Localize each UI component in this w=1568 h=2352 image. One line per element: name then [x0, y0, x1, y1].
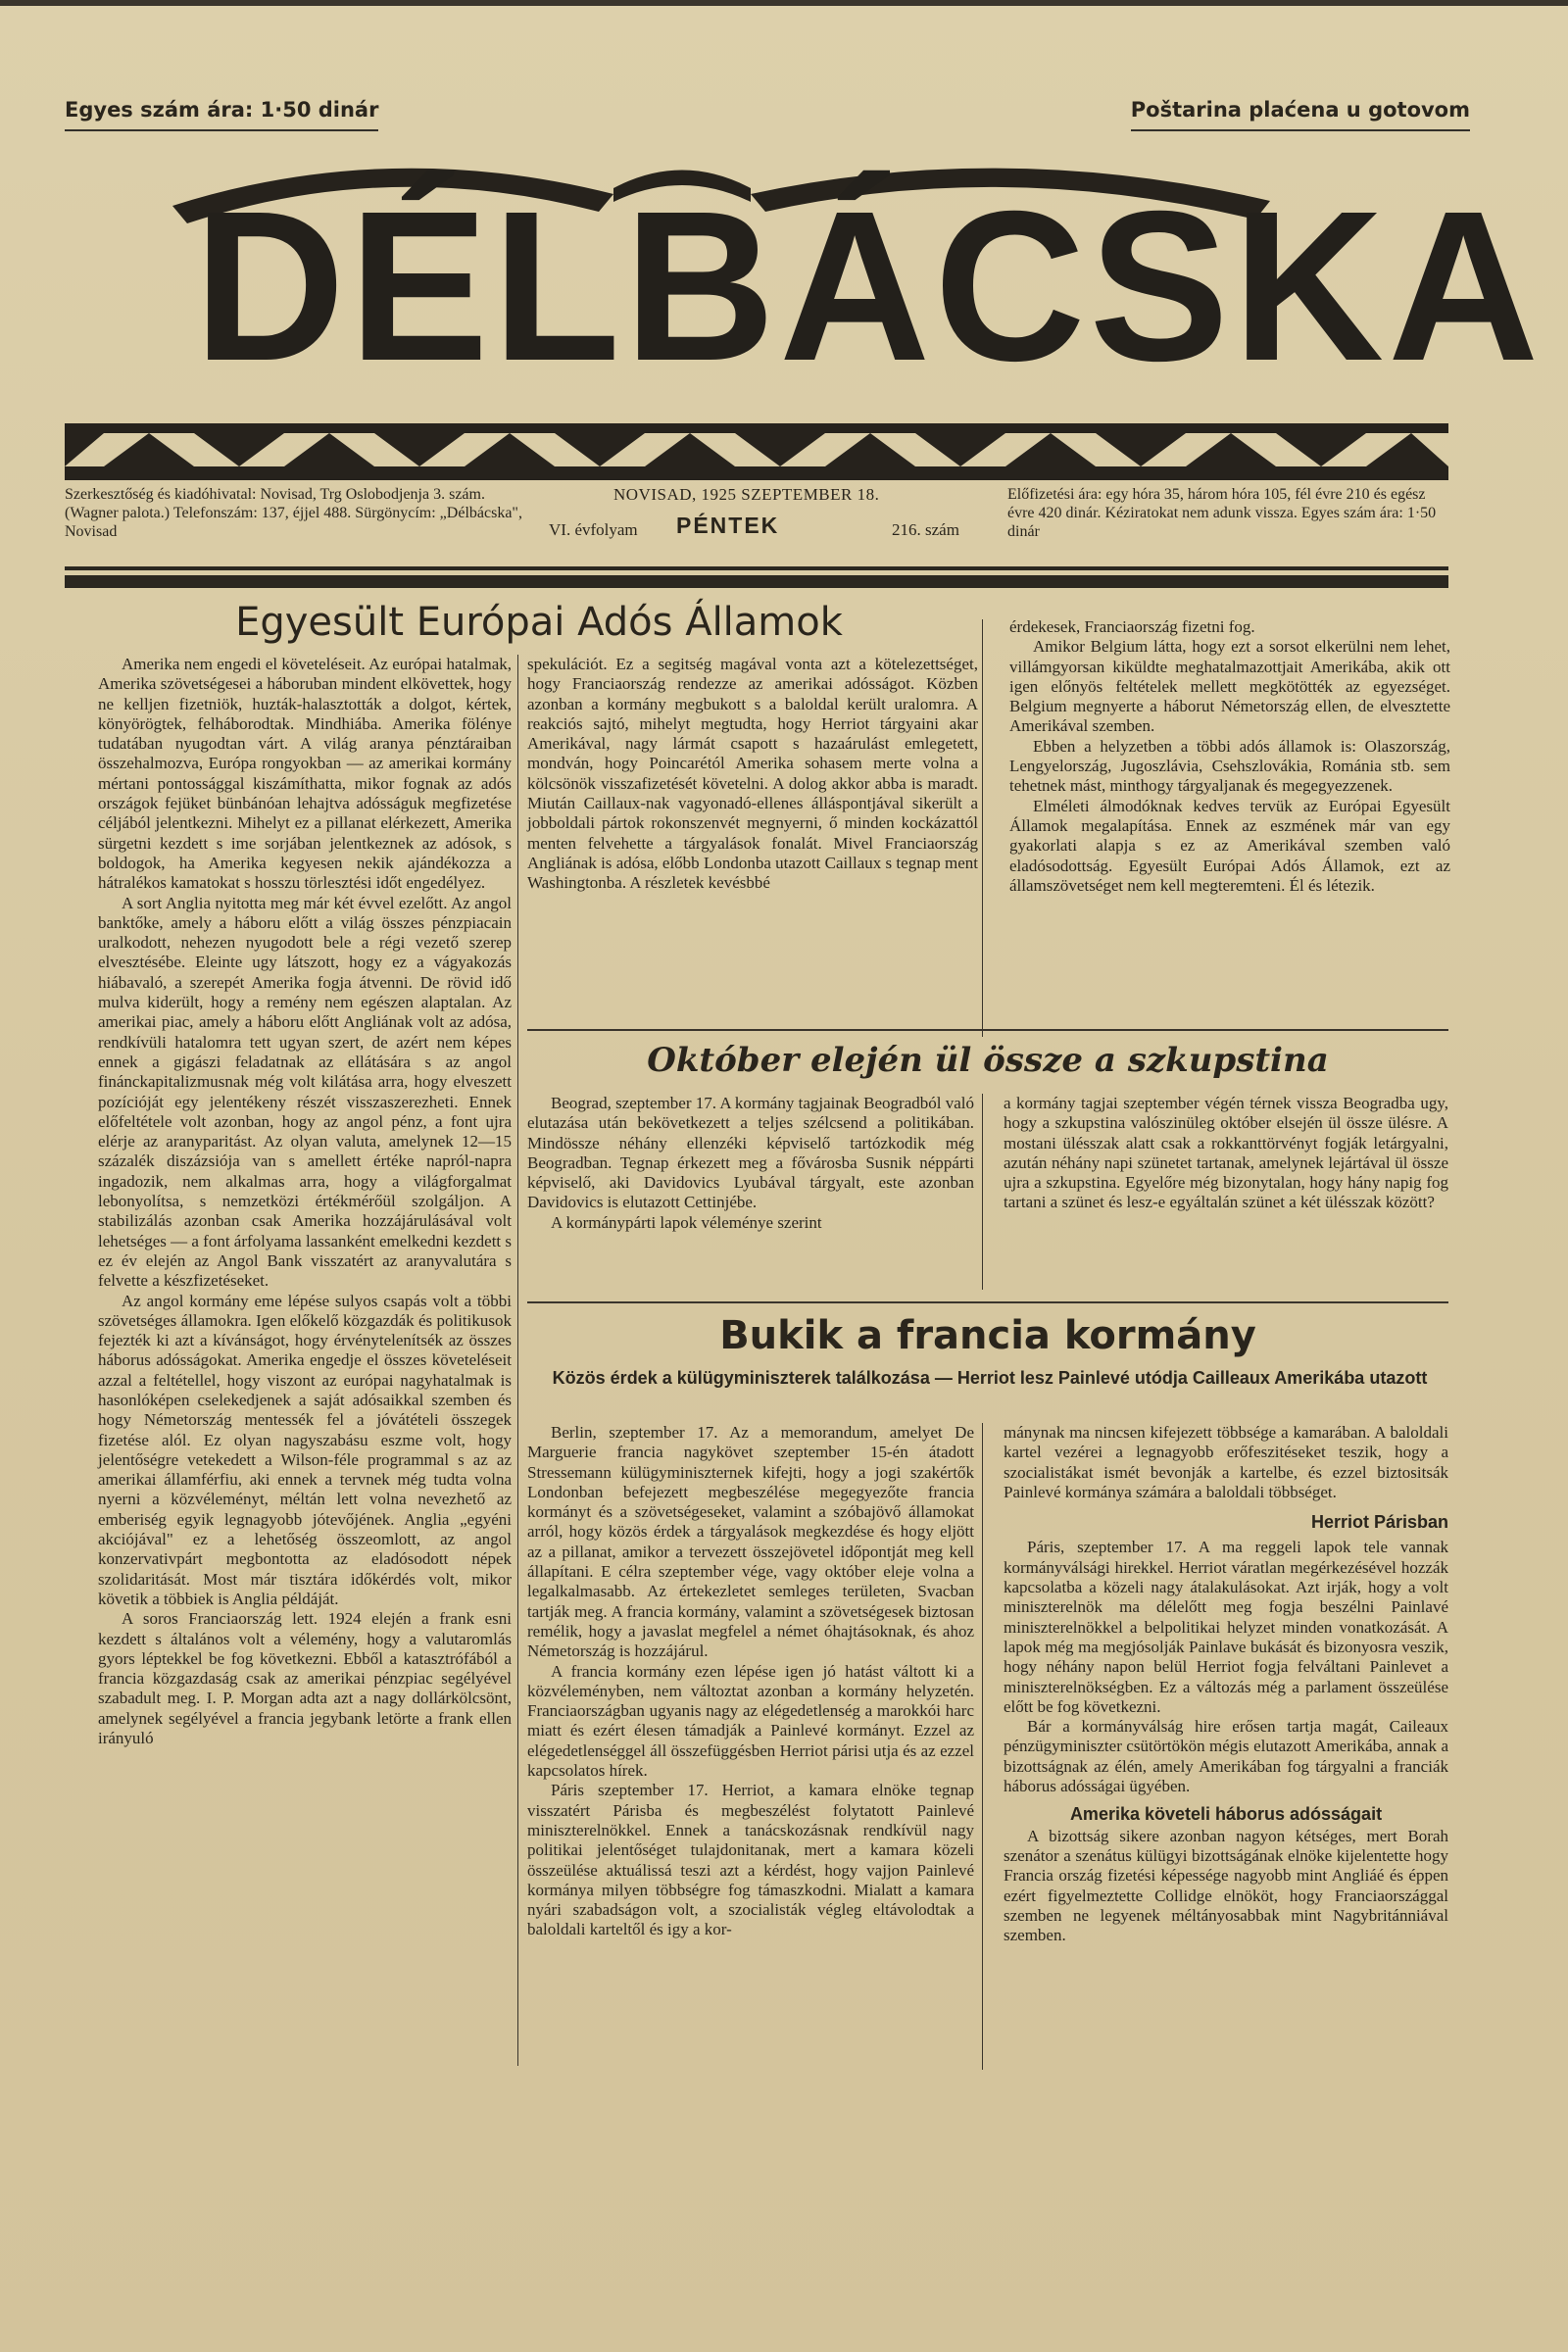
article1-end-rule [527, 1029, 1448, 1031]
article3-col2-p1: mánynak ma nincsen kifejezett többsége a kamarában. A baloldali kartel vezérei a legnagyobb erőfeszitéseket teszik, hogy a szocialistákat ismét bevonják a kartelbe, és ezzel biztositsák Painlevé kormánya számára a baloldali többséget. [1004, 1423, 1448, 1501]
masthead [65, 147, 1544, 480]
article2-col2 [1004, 1094, 1448, 1213]
subscription-info: Előfizetési ára: egy hóra 35, három hóra 105, fél évre 210 és egész évre 420 dinár. Kéziratokat nem adunk vissza. Egyes szám ára: 1·50 dinár [1007, 486, 1437, 540]
article3-col2-p3: Bár a kormányválság hire erősen tartja magát, Caileaux pénzügyminiszter csütörtökön mégis elutazott Amerikába, annak a bizottságnak az élén, amely Amerikában fog tárgyalni a franciák háborus adósságai ügyében. [1004, 1717, 1448, 1796]
article2-title: Október elején ül össze a szkupstina [647, 1041, 1329, 1080]
article2-col2-p1: a kormány tagjai szeptember végén térnek vissza Beogradba ugy, hogy a szkupstina valószinüleg október elsején ül össze ülésre. A mostani ülésszak alatt csak a rokkanttörvényt fogják letárgyalni, azután néhány napi szünetet tartanak, amelynek lejártával ül össze ujra a szkupstina. Egyelőre még bizonytalan, hogy hány napig fog tartani a szünet és lesz-e egyáltalán szünet a két ülésszak között? [1004, 1094, 1448, 1212]
article1-col3-p3: Ebben a helyzetben a többi adós államok is: Olaszország, Lengyelország, Jugoszlávia, Csehszlovákia, Románia stb. sem tehetnek mást, minthogy tárgyaljanak és megegyezzenek. [1009, 736, 1450, 796]
header-rule-thick [65, 575, 1448, 588]
column-divider-2 [982, 619, 983, 1037]
article3-col1-p3: Páris szeptember 17. Herriot, a kamara elnöke tegnap visszatért Párisba és megbeszélést folytatott Painlevé miniszterelnökkel. Ennek a tanácskozásnak rendkívül nagy politikai jelentőséget tulajdonitanak, mert a kamara közeli összeülése aktuálissá teszi azt a kérdést, hogy vajjon Painlevé kormánya milyen többségre fog támaszkodni. Mialatt a kamara nyári szabadságon volt, a szocialisták végleg eltávolodtak a baloldali karteltől és igy a kor- [527, 1781, 974, 1939]
article1-col1-p2: A sort Anglia nyitotta meg már két évvel ezelőtt. Az angol banktőke, amely a háboru előtt a világ összes pénzpiacain uralkodott, nehezen nyugodott bele a régi vezető szerep elvesztésébe. Eleinte ugy látszott, hogy ez a vágyakozás hiábavaló, a szerepét Amerika fogja átvenni. De rövid idő mulva kiderült, hogy a remény nem egészen alaptalan. Az amerikai piac, amely a háboru előtt Angliának volt az adósa, rendkívüli hatalomra tett ugyan szert, de azért nem képes ennek a gigászi feladatnak az ellátására s az angol finánckapitalizmusnak még volt kilátása arra, hogy elveszett pozícióját egy jelentékeny részét visszaszerezheti. Ennek előfeltétele volt azonban, hogy az angol pénz, a font ujra elérje az aranyparitást. Az olyan valuta, amelynek 12—15 százalék diszázsiója van s amellett értéke napról-napra ingadozik, nem alkalmas arra, hogy a világforgalmat lebonyolítsa, s nemzetközi értékmérőül szolgáljon. A stabilizálás azonban csak Amerika hozzájárulásával volt lehetséges — a font árfolyama lassanként emelkedni kezdett s ez év elején az Angol Bank visszatért az aranyvalutára s felvette a készfizetéseket. [98, 893, 513, 1291]
article3-col2-p2: Páris, szeptember 17. A ma reggeli lapok tele vannak kormányválsági hirekkel. Herriot váratlan megérkezésével hozzák kapcsolatba a közeli nagy átalakulásokat. Azt irják, hogy a volt miniszterelnök ma délelőtt meg fogja beszélni Painlavé miniszterelnökkel a belpolitikai helyzet minden vonatkozását. A lapok még ma megjósolják Painlave bukását és bizonyosra veszik, hogy néhány napon belül Herriot fogja felváltani Painlevet a miniszterelnökségben. Ez a változás még a parlament összeülése előtt be fog következni. [1004, 1538, 1448, 1716]
postage-strip [1131, 98, 1470, 133]
article1-col2 [527, 655, 978, 894]
masthead-title: DÉLBÁCSKA [193, 168, 1544, 406]
article1-col1-p4: A soros Franciaország lett. 1924 elején a frank esni kezdett s általános volt a vélemény, hogy a valutaromlás gyors léptekkel be fog következni. Ebből a katasztrófából a francia közgazdaság csak az amerikai pénzpiac segélyével szabadult meg. I. P. Morgan adta azt a nagy dollárkölcsönt, amelynek segélyével a francia jegybank letörte a frank ellen irányuló [98, 1609, 512, 1748]
article1-col1-p3: Az angol kormány eme lépése sulyos csapás volt a többi szövetséges államokra. Igen előkelő közgazdák és politikusok fejezték ki azt a kívánságot, hogy érvénytelenítsék az összes háborus adósságokat. Amerika engedje el összes követeléseit azzal a feltétellel, hogy viszont az európai nagyhatalmak is hasonlóképen cselekedjenek a saját adósaikkal szemben és hogy Németország mentessék fel a jóvátételi összegek fizetése alól. Ez olyan nagyszabásu eszme volt, hogy jelentőségre vetekedett a Wilson-féle programmal s az az amerikai államférfiu, aki ennek a tervnek még tudta volna nyerni a közvéleményt, méltán lett volna nevezhető az emberiség egyik legnagyobb jótevőjének. Anglia „egyéni akciójával" ez a lehetőség összeomlott, az angol konzervativpárt megbontotta az eladósodott népek szolidaritását. Most már tisztára időkérdés volt, mikor követik a többiek is Anglia példáját. [98, 1291, 512, 1608]
article1-title: Egyesült Európai Adós Államok [235, 600, 843, 645]
article1-col1 [98, 655, 512, 1748]
column-divider-1 [517, 655, 518, 2066]
article3-subhead-2: Amerika követeli háborus adósságait [1069, 1804, 1383, 1825]
article2-end-rule [527, 1301, 1448, 1303]
issue-day: PÉNTEK [676, 513, 780, 538]
article3-col1-p1: Berlin, szeptember 17. Az a memorandum, amelyet De Marguerie francia nagykövet szeptember 15-én átadott Stressemann külügyminiszternek kifejti, hogy a jogi szakértők Londonban befejezett megbeszélése megegyezőte francia kormányt és a szövetségeseket, valamint a szóbajövő államokat arról, hogy közös érdek a tárgyalások megkezdése és hogy eljött az a pillanat, amikor a tervezett összejövetel időpontját meg kell állapítani. E célra szeptember vége, vagy október eleje volna a legalkalmasabb. Az értekezletet semleges területen, Svacban tartják meg. A francia kormány, valamint a szövetségesek biztosan remélik, hogy a javaslat megfelel a német óhajtásoknak, és ahoz Németország is hozzájárul. [527, 1423, 974, 1661]
price-strip [65, 98, 378, 133]
editorial-info: Szerkesztőség és kiadóhivatal: Novisad, Trg Oslobodjenja 3. szám. (Wagner palota.) Telefonszám: 137, éjjel 488. Sürgönycím: „Délbácska", Novisad [65, 486, 522, 540]
article3-title: Bukik a francia kormány [719, 1313, 1256, 1358]
article1-col3-p2: Amikor Belgium látta, hogy ezt a sorsot elkerülni nem lehet, villámgyorsan kiküldte meghatalmazottjait Amerikába, akik ott igen előnyös feltételek mellett megkötötték az egyezséget. Belgium megnyerte a háborut Németország ellen, de elvesztette Amerikával szemben. [1009, 637, 1450, 736]
article3-subhead-1: Herriot Párisban [1310, 1512, 1448, 1533]
column-divider-4 [982, 1423, 983, 2070]
header-rule-thin [65, 566, 1448, 570]
postage-text: Poštarina plaćena u gotovom [1130, 98, 1470, 122]
top-edge-rule [0, 0, 1568, 6]
article1-col1-p1: Amerika nem engedi el követeléseit. Az európai hatalmak, Amerika szövetségesei a háboruban mindent elkövettek, hogy ne kelljen fizetniök, huzták-halasztották a dolgot, kértek, könyörögtek, felháborodtak. Mindhiába. Amerika fölénye tudatában nyugodtan várt. A világ aranya pénztáraiban összehalmozva, Európa rongyokban — az amerikai kormány mértani pontossággal kiszámíthatta, mikor fognak az adós országok fejüket bünbánóan lehajtva adósságuk megfizetése céljából jelentkezni. Mihelyt ez a pillanat elérkezett, Amerika sürgetni kezdett s ime sorjában jelentkeznek az adósok, s boldogok, ha Amerika kegyesen nekik ajándékozza a hátralékos kamatokat s hosszu törlesztési időt engedélyez. [98, 655, 512, 893]
article3-col2 [1004, 1423, 1448, 1945]
article1-col3-p1: érdekesek, Franciaország fizetni fog. [1009, 617, 1255, 636]
article1-col3-p4: Elméleti álmodóknak kedves tervük az Európai Egyesült Államok megalapítása. Ennek az eszmének már van egy gyakorlati alapja s ez az Amerikával szemben való eladósodottság. Egyesült Európai Adós Államok, ezt az államszövetséget nem kell megteremteni. Él és létezik. [1009, 796, 1450, 895]
article3-subtitle: Közös érdek a külügyminiszterek találkozása — Herriot lesz Painlevé utódja Cailleaux Amerikába utazott [552, 1368, 1428, 1388]
article1-col2-p1: spekulációt. Ez a segitség magával vonta azt a kötelezettséget, hogy Franciaország rendezze az amerikai adósságot. Közben azonban a kormány megbukott s a baloldal került uralomra. A reakciós sajtó, mihelyt megtudta, hogy Herriot tárgyaini akar Amerikával, nagy lármát csapott s hazaárulást emlegetett, mondván, hogy Poincarétól Amerika sohasem merte volna a kölcsönök visszafizetését követelni. A dolog akkor abba is maradt. Miután Caillaux-nak vagyonadó-ellenes álláspontjával sikerült a jobboldali pártok rokonszenvét megnyerni, ő minden kockázattól menten felvehette a tárgyalások fonalát. Mivel Franciaország Angliának is adósa, előbb Londonba utazott Caillaux s tegnap ment Washingtonba. A részletek kevésbbé [527, 655, 978, 893]
article2-col1-p1: Beograd, szeptember 17. A kormány tagjainak Beogradból való elutazása után bekövetkezett a teljes szélcsend a politikában. Mindössze néhány ellenzéki képviselő tartózkodik még Beogradban. Tegnap érkezett meg a fővárosba Susnik néppárti képviselő, aki Davidovics Lyubával tárgyalt, este azonban Davidovics is elutazott Cettinjébe. [527, 1094, 974, 1212]
price-text: Egyes szám ára: 1·50 dinár [65, 98, 379, 122]
column-divider-3 [982, 1094, 983, 1290]
article1-col3 [1009, 617, 1450, 896]
issue-edition: VI. évfolyam [549, 520, 638, 539]
article3-col1-p2: A francia kormány ezen lépése igen jó hatást váltott ki a közvéleményben, nem változtat azonban a kormány helyzetén. Franciaországban ugyanis nagy az elégedetlenség a marokkói harc miatt és ezért élesen támadják a Painlevé kormányt. Ezzel az elégedetlenséggel áll összefüggésben Herriot párisi utja és az ezzel kapcsolatos hírek. [527, 1661, 974, 1781]
article2-col1 [527, 1094, 974, 1233]
article2-col1-p2: A kormánypárti lapok véleménye szerint [551, 1212, 822, 1232]
postage-underline [1131, 129, 1470, 131]
price-underline [65, 129, 378, 131]
article3-col2-p4: A bizottság sikere azonban nagyon kétséges, mert Borah szenátor a szenátus külügyi bizottságának elnöke kijelentette hogy Francia ország fizetési képessége nagyobb mint Angliáé és éppen ezért figyelmeztette Collidge elnököt, hogy Franciaországgal szemben ne legyenek méltányosabbak mint Nagybritánniával szemben. [1004, 1826, 1448, 1945]
issue-date: NOVISAD, 1925 SZEPTEMBER 18. [613, 485, 880, 504]
article3-col1 [527, 1423, 974, 1940]
issue-number: 216. szám [892, 520, 959, 539]
